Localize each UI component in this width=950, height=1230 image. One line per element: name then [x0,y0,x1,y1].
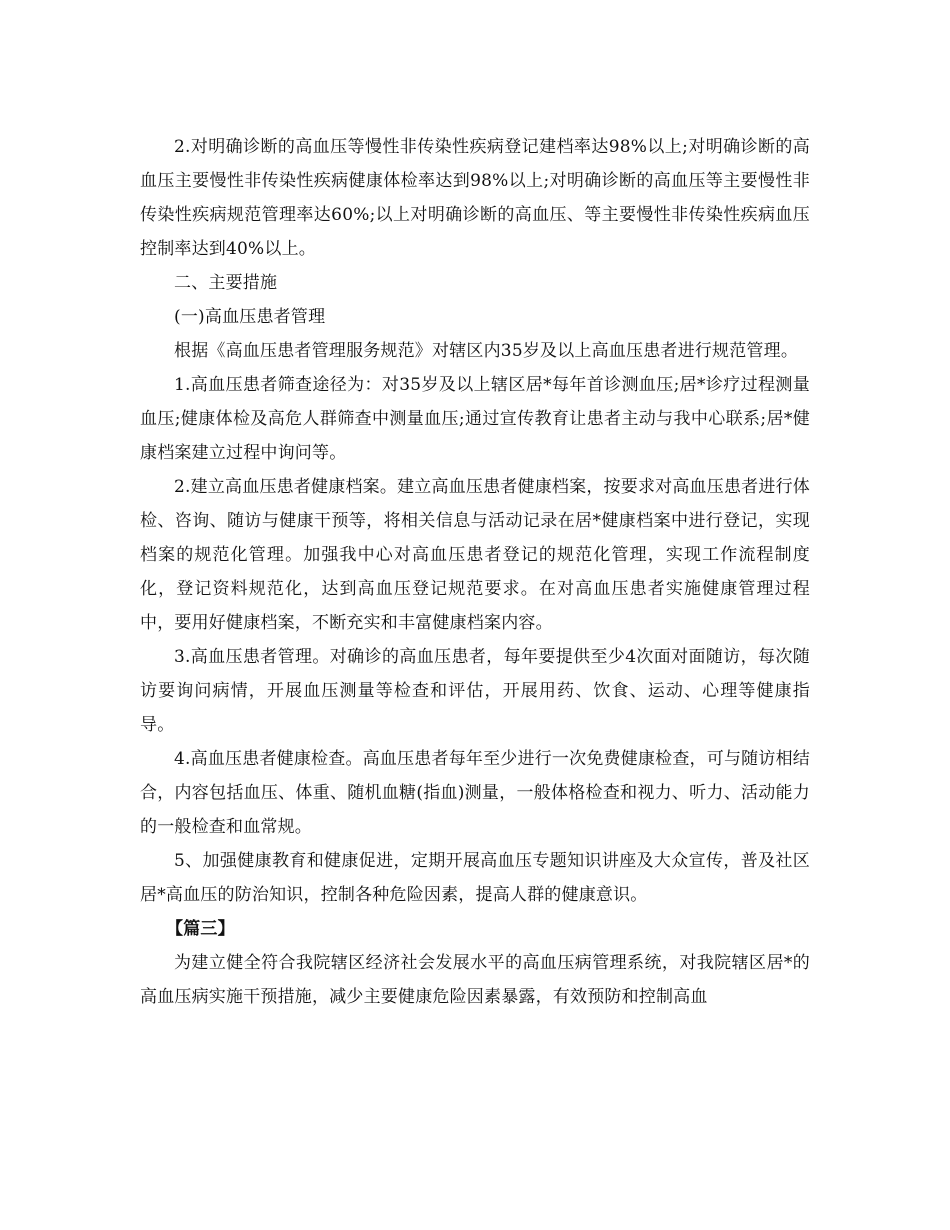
paragraph-patient-follow-up: 3.高血压患者管理。对确诊的高血压患者，每年要提供至少4次面对面随访，每次随访要询问病情，开展血压测量等检查和评估，开展用药、饮食、运动、心理等健康指导。 [140,647,810,735]
paragraph-part-three-intro: 为建立健全符合我院辖区经济社会发展水平的高血压病管理系统，对我院辖区居*的高血压病实施干预措施，减少主要健康危险因素暴露，有效预防和控制高血 [140,953,810,1007]
subsection-heading-patient-management: (一)高血压患者管理 [174,307,326,327]
document-body [140,130,810,1014]
paragraph-regulation-basis: 根据《高血压患者管理服务规范》对辖区内35岁及以上高血压患者进行规范管理。 [174,341,799,361]
paragraph-health-education: 5、加强健康教育和健康促进，定期开展高血压专题知识讲座及大众宣传，普及社区居*高血压的防治知识，控制各种危险因素，提高人群的健康意识。 [140,851,810,905]
paragraph-health-records: 2.建立高血压患者健康档案。建立高血压患者健康档案，按要求对高血压患者进行体检、咨询、随访与健康干预等，将相关信息与活动记录在居*健康档案中进行登记，实现档案的规范化管理。加强我中心对高血压患者登记的规范化管理，实现工作流程制度化，登记资料规范化，达到高血压登记规范要求。在对高血压患者实施健康管理过程中，要用好健康档案，不断充实和丰富健康档案内容。 [140,477,810,633]
paragraph-screening: 1.高血压患者筛查途径为：对35岁及以上辖区居*每年首诊测血压;居*诊疗过程测量血压;健康体检及高危人群筛查中测量血压;通过宣传教育让患者主动与我中心联系;居*健康档案建立过程中询问等。 [140,375,810,463]
paragraph-targets-2: 2.对明确诊断的高血压等慢性非传染性疾病登记建档率达98%以上;对明确诊断的高血压主要慢性非传染性疾病健康体检率达到98%以上;对明确诊断的高血压等主要慢性非传染性疾病规范管理率达60%;以上对明确诊断的高血压、等主要慢性非传染性疾病血压控制率达到40%以上。 [140,137,810,259]
chapter-heading-part-three: 【篇三】 [166,919,235,939]
paragraph-health-check: 4.高血压患者健康检查。高血压患者每年至少进行一次免费健康检查，可与随访相结合，内容包括血压、体重、随机血糖(指血)测量，一般体格检查和视力、听力、活动能力的一般检查和血常规。 [140,749,810,837]
section-heading-main-measures: 二、主要措施 [174,273,278,293]
